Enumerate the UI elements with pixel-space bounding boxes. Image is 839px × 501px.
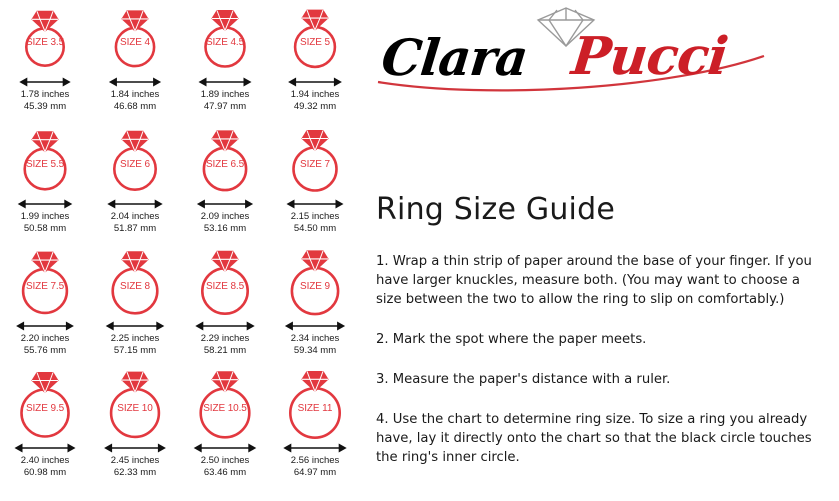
ring-diameter-mm: 59.34 mm bbox=[293, 344, 337, 356]
ring-illustration bbox=[180, 3, 270, 77]
ring-size-label: SIZE 7.5 bbox=[25, 281, 65, 292]
ring-size-label: SIZE 8 bbox=[120, 281, 150, 292]
double-arrow-icon bbox=[90, 441, 180, 453]
ring-size-cell bbox=[270, 247, 360, 369]
double-arrow-icon bbox=[270, 197, 360, 209]
ring-size-label: SIZE 4 bbox=[120, 37, 150, 48]
ring-diameter-inches: 2.29 inches bbox=[200, 333, 250, 344]
ring-measurements bbox=[180, 211, 270, 234]
ring-size-cell bbox=[270, 3, 360, 125]
ring-size-label: SIZE 10.5 bbox=[203, 403, 247, 414]
ring-diameter-mm: 55.76 mm bbox=[23, 344, 67, 356]
ring-measurements bbox=[0, 211, 90, 234]
brand-name-first: Clara bbox=[378, 28, 531, 87]
double-arrow-icon bbox=[90, 75, 180, 87]
ring-illustration bbox=[0, 369, 90, 443]
double-arrow-icon bbox=[180, 75, 270, 87]
guide-step-2: 2. Mark the spot where the paper meets. bbox=[376, 332, 647, 347]
brand-name-second: Pucci bbox=[568, 26, 731, 87]
double-arrow-icon bbox=[90, 197, 180, 209]
ring-measurements bbox=[0, 89, 90, 112]
ring-measurements bbox=[180, 333, 270, 356]
ring-size-label: SIZE 5.5 bbox=[25, 159, 65, 170]
ring-diameter-mm: 50.58 mm bbox=[23, 222, 67, 234]
double-arrow-icon bbox=[0, 441, 90, 453]
ring-diameter-inches: 1.78 inches bbox=[20, 89, 70, 100]
ring-diameter-inches: 2.15 inches bbox=[290, 211, 340, 222]
ring-illustration bbox=[90, 369, 180, 443]
ring-size-label: SIZE 8.5 bbox=[205, 281, 245, 292]
ring-size-cell bbox=[0, 247, 90, 369]
ring-size-label: SIZE 9 bbox=[300, 281, 330, 292]
ring-diameter-inches: 2.09 inches bbox=[200, 211, 250, 222]
ring-illustration bbox=[270, 247, 360, 321]
ring-diameter-inches: 1.99 inches bbox=[20, 211, 70, 222]
ring-diameter-inches: 1.94 inches bbox=[290, 89, 340, 100]
ring-measurements bbox=[0, 333, 90, 356]
ring-illustration bbox=[90, 3, 180, 77]
ring-size-cell bbox=[270, 369, 360, 491]
ring-diameter-inches: 2.50 inches bbox=[200, 455, 250, 466]
ring-measurements bbox=[270, 333, 360, 356]
ring-diameter-mm: 51.87 mm bbox=[113, 222, 157, 234]
guide-panel bbox=[360, 0, 839, 501]
ring-diameter-inches: 1.84 inches bbox=[110, 89, 160, 100]
ring-illustration bbox=[270, 3, 360, 77]
ring-measurements bbox=[270, 455, 360, 478]
ring-size-chart-grid bbox=[0, 0, 360, 501]
ring-measurements bbox=[180, 89, 270, 112]
ring-size-cell bbox=[90, 369, 180, 491]
ring-diameter-mm: 57.15 mm bbox=[113, 344, 157, 356]
ring-diameter-inches: 2.45 inches bbox=[110, 455, 160, 466]
ring-illustration bbox=[180, 125, 270, 199]
ring-illustration bbox=[180, 247, 270, 321]
page-title: Ring Size Guide bbox=[376, 192, 615, 227]
ring-illustration bbox=[0, 125, 90, 199]
ring-size-label: SIZE 9.5 bbox=[25, 403, 65, 414]
ring-diameter-mm: 53.16 mm bbox=[203, 222, 247, 234]
ring-illustration bbox=[270, 125, 360, 199]
ring-size-cell bbox=[180, 247, 270, 369]
ring-diameter-mm: 62.33 mm bbox=[113, 466, 157, 478]
ring-size-label: SIZE 10 bbox=[117, 403, 153, 414]
ring-measurements bbox=[90, 333, 180, 356]
ring-size-cell bbox=[90, 3, 180, 125]
ring-diameter-mm: 47.97 mm bbox=[203, 100, 247, 112]
ring-measurements bbox=[90, 211, 180, 234]
ring-measurements bbox=[0, 455, 90, 478]
ring-illustration bbox=[0, 247, 90, 321]
double-arrow-icon bbox=[180, 441, 270, 453]
double-arrow-icon bbox=[270, 75, 360, 87]
ring-measurements bbox=[180, 455, 270, 478]
ring-measurements bbox=[90, 455, 180, 478]
ring-size-label: SIZE 5 bbox=[300, 37, 330, 48]
double-arrow-icon bbox=[270, 319, 360, 331]
double-arrow-icon bbox=[270, 441, 360, 453]
ring-size-label: SIZE 6.5 bbox=[205, 159, 245, 170]
ring-size-cell bbox=[0, 3, 90, 125]
ring-diameter-inches: 2.04 inches bbox=[110, 211, 160, 222]
ring-diameter-mm: 54.50 mm bbox=[293, 222, 337, 234]
double-arrow-icon bbox=[0, 319, 90, 331]
ring-size-cell bbox=[180, 369, 270, 491]
ring-measurements bbox=[270, 89, 360, 112]
ring-measurements bbox=[270, 211, 360, 234]
ring-diameter-inches: 2.56 inches bbox=[290, 455, 340, 466]
ring-size-cell bbox=[90, 125, 180, 247]
ring-diameter-mm: 60.98 mm bbox=[23, 466, 67, 478]
double-arrow-icon bbox=[90, 319, 180, 331]
ring-diameter-inches: 2.25 inches bbox=[110, 333, 160, 344]
ring-size-cell bbox=[270, 125, 360, 247]
ring-size-cell bbox=[90, 247, 180, 369]
ring-illustration bbox=[270, 369, 360, 443]
ring-diameter-inches: 2.20 inches bbox=[20, 333, 70, 344]
ring-size-label: SIZE 11 bbox=[297, 403, 333, 414]
ring-illustration bbox=[90, 125, 180, 199]
ring-illustration bbox=[90, 247, 180, 321]
ring-illustration bbox=[0, 3, 90, 77]
double-arrow-icon bbox=[0, 197, 90, 209]
ring-diameter-inches: 1.89 inches bbox=[200, 89, 250, 100]
ring-size-cell bbox=[180, 3, 270, 125]
brand-logo bbox=[372, 4, 772, 96]
ring-illustration bbox=[180, 369, 270, 443]
guide-step-1: 1. Wrap a thin strip of paper around the base of your finger. If you have larger knuckles, measure both. (You may want to choose a size between the two to allow the ring to slip on comfortably.) bbox=[376, 254, 812, 307]
ring-diameter-mm: 64.97 mm bbox=[293, 466, 337, 478]
ring-size-cell bbox=[0, 369, 90, 491]
ring-size-cell bbox=[180, 125, 270, 247]
guide-step-3: 3. Measure the paper's distance with a ruler. bbox=[376, 372, 671, 387]
ring-diameter-inches: 2.34 inches bbox=[290, 333, 340, 344]
ring-size-cell bbox=[0, 125, 90, 247]
ring-diameter-mm: 45.39 mm bbox=[23, 100, 67, 112]
ring-diameter-mm: 63.46 mm bbox=[203, 466, 247, 478]
double-arrow-icon bbox=[180, 197, 270, 209]
ring-size-label: SIZE 7 bbox=[300, 159, 330, 170]
ring-size-label: SIZE 3.5 bbox=[25, 37, 65, 48]
ring-diameter-mm: 49.32 mm bbox=[293, 100, 337, 112]
double-arrow-icon bbox=[0, 75, 90, 87]
ring-diameter-mm: 46.68 mm bbox=[113, 100, 157, 112]
ring-diameter-inches: 2.40 inches bbox=[20, 455, 70, 466]
ring-size-label: SIZE 4.5 bbox=[205, 37, 245, 48]
ring-size-label: SIZE 6 bbox=[120, 159, 150, 170]
guide-step-4: 4. Use the chart to determine ring size. To size a ring you already have, lay it directly onto the chart so that the black circle touches the ring's inner circle. bbox=[376, 412, 812, 465]
ring-diameter-mm: 58.21 mm bbox=[203, 344, 247, 356]
ring-measurements bbox=[90, 89, 180, 112]
double-arrow-icon bbox=[180, 319, 270, 331]
